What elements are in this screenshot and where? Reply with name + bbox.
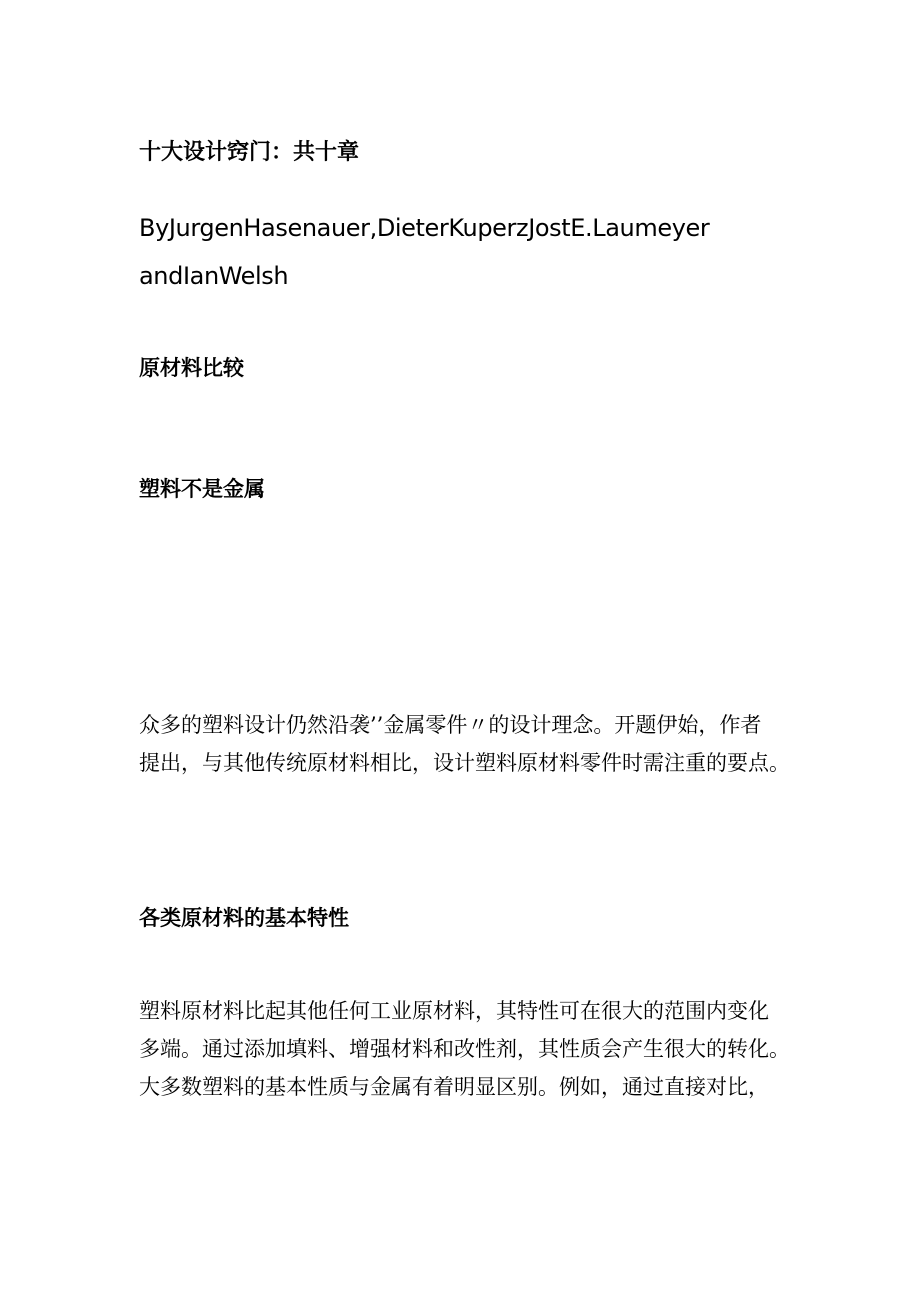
intro-paragraph xyxy=(139,706,799,782)
byline-line-2: andIanWelsh xyxy=(139,262,289,290)
section-heading-basic-properties: 各类原材料的基本特性 xyxy=(139,905,349,930)
paragraph-line: 多端。通过添加填料、增强材料和改性剂，其性质会产生很大的转化。 xyxy=(139,1037,790,1061)
paragraph-line: 大多数塑料的基本性质与金属有着明显区别。例如，通过直接对比， xyxy=(139,1075,769,1099)
author-byline xyxy=(139,204,839,300)
paragraph-line: 塑料原材料比起其他任何工业原材料，其特性可在很大的范围内变化 xyxy=(139,999,769,1023)
document-title: 十大设计窍门：共十章 xyxy=(139,139,360,165)
section-heading-plastic-not-metal: 塑料不是金属 xyxy=(139,476,265,501)
section-heading-materials-comparison: 原材料比较 xyxy=(139,355,244,380)
paragraph-line: 提出，与其他传统原材料相比，设计塑料原材料零件时需注重的要点。 xyxy=(139,751,790,775)
body-paragraph xyxy=(139,992,799,1106)
byline-line-1: ByJurgenHasenauer,DieterKuperzJostE.Laumeyer xyxy=(139,214,710,242)
paragraph-line: 众多的塑料设计仍然沿袭’’金属零件〃的设计理念。开题伊始，作者 xyxy=(139,713,762,737)
